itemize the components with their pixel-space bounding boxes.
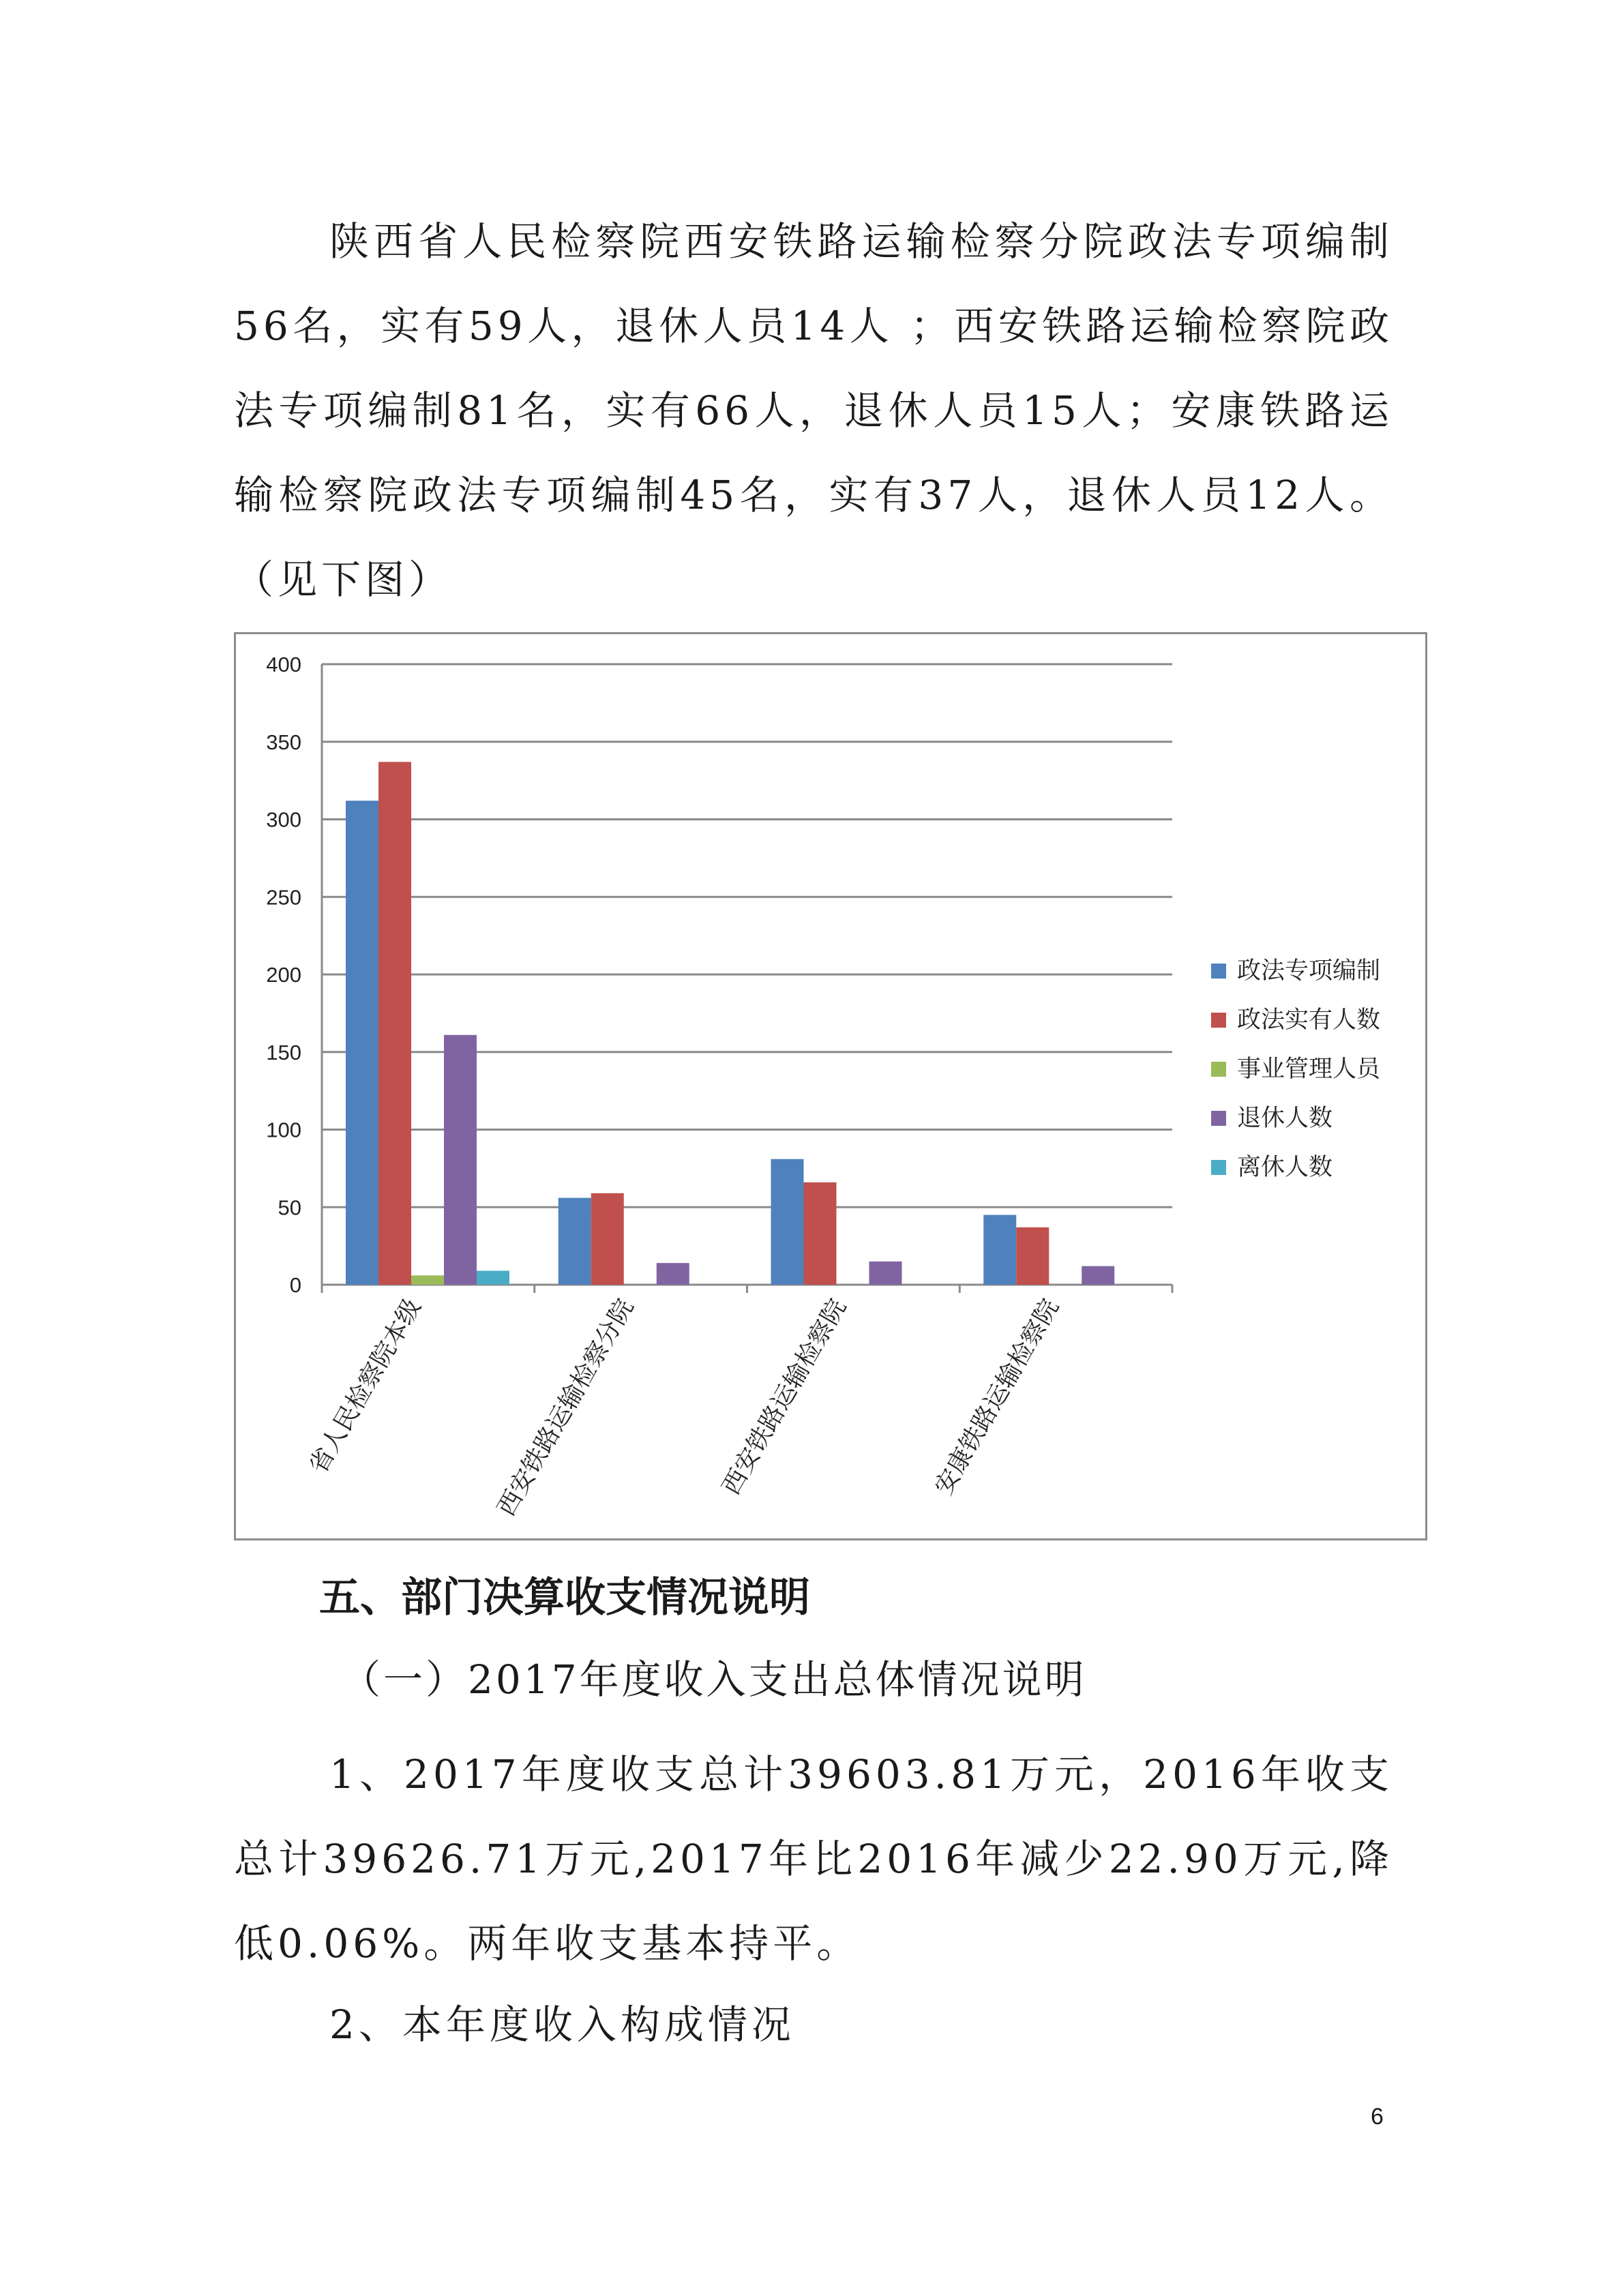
bar	[804, 1182, 837, 1285]
y-tick-label: 350	[266, 730, 301, 754]
bar	[1082, 1266, 1114, 1285]
subsection-heading: （一）2017年度收入支出总体情况说明	[341, 1656, 1087, 1703]
bar	[591, 1193, 624, 1285]
legend-label: 退休人数	[1237, 1105, 1333, 1132]
legend-swatch	[1211, 1062, 1226, 1077]
bar	[983, 1215, 1016, 1285]
legend-label: 事业管理人员	[1237, 1056, 1381, 1083]
y-tick-label: 50	[278, 1195, 301, 1220]
staffing-bar-chart	[234, 632, 1427, 1540]
bar	[869, 1262, 902, 1285]
intro-paragraph: 陕西省人民检察院西安铁路运输检察分院政法专项编制56名，实有59人，退休人员14人 ；西安铁路运输检察院政法专项编制81名，实有66人，退休人员15人；安康铁路运输检察院政法专项编制45名，实有37人，退休人员12人。（见下图）	[234, 218, 1393, 603]
bar	[559, 1198, 591, 1285]
legend-swatch	[1211, 1013, 1226, 1028]
y-tick-label: 150	[266, 1040, 301, 1064]
x-category-label: 西安铁路运输检察院	[717, 1294, 852, 1500]
page-number: 6	[1371, 2104, 1384, 2130]
x-category-label: 省人民检察院本级	[304, 1294, 427, 1478]
legend-swatch	[1211, 1111, 1226, 1126]
legend-label: 政法实有人数	[1237, 1007, 1381, 1034]
y-tick-label: 200	[266, 963, 301, 987]
bar	[477, 1271, 509, 1285]
legend-label: 政法专项编制	[1237, 957, 1381, 985]
x-category-label: 安康铁路运输检察院	[929, 1294, 1064, 1500]
y-tick-label: 0	[289, 1273, 301, 1297]
income-composition-paragraph: 2、本年度收入构成情况	[329, 2001, 795, 2048]
bar	[771, 1159, 804, 1285]
chart-canvas	[236, 634, 1425, 1538]
y-tick-label: 100	[266, 1118, 301, 1142]
y-tick-label: 300	[266, 807, 301, 832]
bar	[411, 1275, 444, 1285]
y-tick-label: 400	[266, 653, 301, 676]
bar	[346, 801, 378, 1285]
legend-swatch	[1211, 964, 1226, 979]
bar	[657, 1263, 689, 1285]
section-heading: 五、部门决算收支情况说明	[319, 1574, 810, 1622]
y-tick-label: 250	[266, 885, 301, 910]
income-expense-paragraph: 1、2017年度收支总计39603.81万元，2016年收支总计39626.71万元,2017年比2016年减少22.90万元,降低0.06%。两年收支基本持平。	[234, 1751, 1393, 1967]
bar	[378, 762, 411, 1285]
bar	[1016, 1227, 1049, 1285]
x-category-label: 西安铁路运输检察分院	[492, 1294, 640, 1521]
legend-swatch	[1211, 1160, 1226, 1175]
legend-label: 离休人数	[1237, 1154, 1333, 1181]
bar	[444, 1035, 477, 1285]
